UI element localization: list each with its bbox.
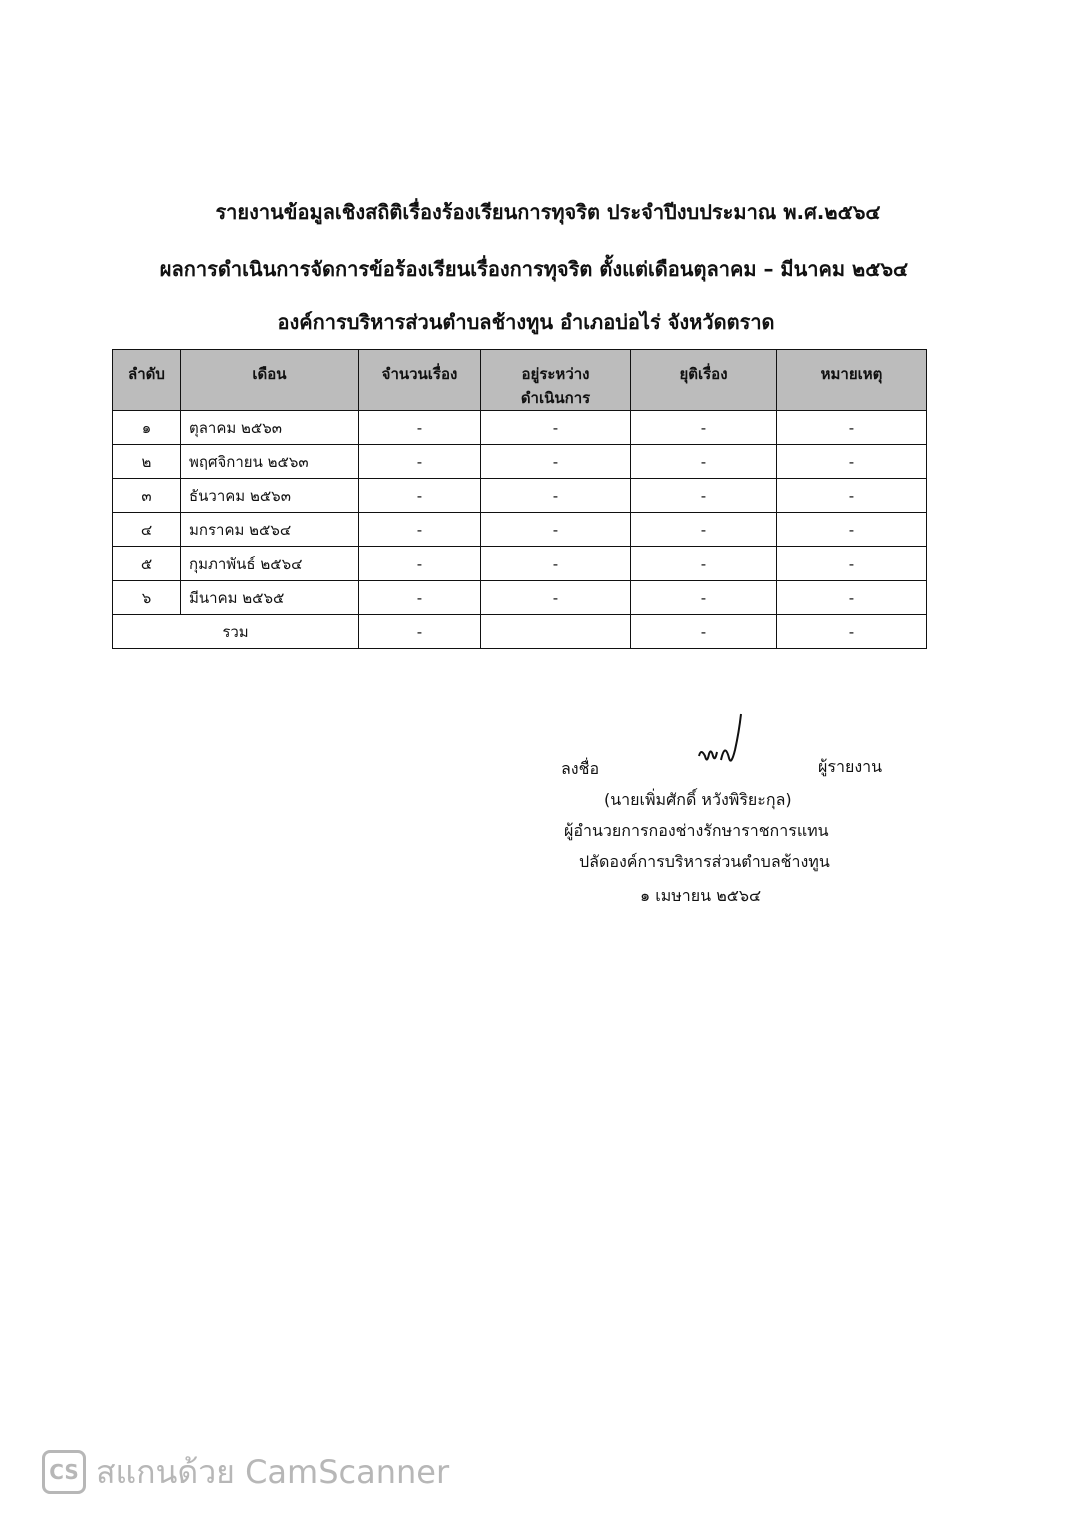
- reporter-position-2: ปลัดองค์การบริหารส่วนตำบลช้างทูน: [579, 852, 830, 871]
- organization-line: องค์การบริหารส่วนตำบลช้างทูน อำเภอบ่อไร่ จังหวัดตราด: [277, 310, 775, 334]
- cell-remark: -: [777, 513, 927, 547]
- report-subtitle: ผลการดำเนินการจัดการข้อร้องเรียนเรื่องการทุจริต ตั้งแต่เดือนตุลาคม – มีนาคม ๒๕๖๔: [159, 257, 909, 281]
- header-no: ลำดับ: [113, 350, 181, 411]
- cell-closed: -: [631, 513, 777, 547]
- cell-remark: -: [777, 479, 927, 513]
- table-row: [113, 513, 927, 547]
- camscanner-text: สแกนด้วย CamScanner: [96, 1452, 450, 1491]
- total-closed: -: [631, 615, 777, 649]
- header-in-progress-line1: อยู่ระหว่าง: [521, 365, 590, 383]
- cell-in-progress: -: [481, 547, 631, 581]
- cell-in-progress: -: [481, 513, 631, 547]
- header-count: จำนวนเรื่อง: [359, 350, 481, 411]
- handwritten-signature: [695, 712, 755, 782]
- cell-in-progress: -: [481, 445, 631, 479]
- cell-remark: -: [777, 547, 927, 581]
- cell-no: ๕: [113, 547, 181, 581]
- cell-count: -: [359, 411, 481, 445]
- header-in-progress: [481, 350, 631, 411]
- cell-month: พฤศจิกายน ๒๕๖๓: [181, 445, 359, 479]
- reporter-name: (นายเพิ่มศักดิ์ หวังพิริยะกุล): [604, 790, 792, 809]
- cell-count: -: [359, 479, 481, 513]
- total-row: [113, 615, 927, 649]
- cell-no: ๑: [113, 411, 181, 445]
- complaint-statistics-table: [112, 349, 927, 649]
- table-row: [113, 411, 927, 445]
- cell-closed: -: [631, 479, 777, 513]
- header-remark: หมายเหตุ: [777, 350, 927, 411]
- report-date: ๑ เมษายน ๒๕๖๔: [640, 886, 762, 905]
- cell-no: ๓: [113, 479, 181, 513]
- table-row: [113, 581, 927, 615]
- table-row: [113, 547, 927, 581]
- cell-month: กุมภาพันธ์ ๒๕๖๔: [181, 547, 359, 581]
- cell-count: -: [359, 547, 481, 581]
- cell-closed: -: [631, 411, 777, 445]
- cell-month: ตุลาคม ๒๕๖๓: [181, 411, 359, 445]
- cell-month: ธันวาคม ๒๕๖๓: [181, 479, 359, 513]
- cell-in-progress: -: [481, 411, 631, 445]
- header-month: เดือน: [181, 350, 359, 411]
- camscanner-logo-icon: CS: [42, 1450, 86, 1494]
- cell-count: -: [359, 581, 481, 615]
- cell-month: มกราคม ๒๕๖๔: [181, 513, 359, 547]
- table-row: [113, 445, 927, 479]
- reporter-role: ผู้รายงาน: [818, 757, 883, 776]
- total-remark: -: [777, 615, 927, 649]
- report-title: รายงานข้อมูลเชิงสถิติเรื่องร้องเรียนการทุจริต ประจำปีงบประมาณ พ.ศ.๒๕๖๔: [215, 200, 881, 224]
- cell-closed: -: [631, 547, 777, 581]
- cell-month: มีนาคม ๒๕๖๕: [181, 581, 359, 615]
- cell-remark: -: [777, 411, 927, 445]
- cell-count: -: [359, 513, 481, 547]
- cell-in-progress: -: [481, 581, 631, 615]
- table-row: [113, 479, 927, 513]
- cell-no: ๔: [113, 513, 181, 547]
- cell-in-progress: -: [481, 479, 631, 513]
- header-in-progress-line2: ดำเนินการ: [520, 389, 591, 407]
- cell-remark: -: [777, 581, 927, 615]
- total-label: รวม: [113, 615, 359, 649]
- cell-closed: -: [631, 445, 777, 479]
- reporter-position-1: ผู้อำนวยการกองช่างรักษาราชการแทน: [564, 821, 829, 840]
- cell-remark: -: [777, 445, 927, 479]
- cell-closed: -: [631, 581, 777, 615]
- table-header-row: [113, 350, 927, 411]
- sign-label: ลงชื่อ: [561, 759, 600, 778]
- header-closed: ยุติเรื่อง: [631, 350, 777, 411]
- cell-no: ๖: [113, 581, 181, 615]
- total-count: -: [359, 615, 481, 649]
- camscanner-watermark: [42, 1450, 449, 1494]
- cell-count: -: [359, 445, 481, 479]
- cell-no: ๒: [113, 445, 181, 479]
- total-in-progress: [481, 615, 631, 649]
